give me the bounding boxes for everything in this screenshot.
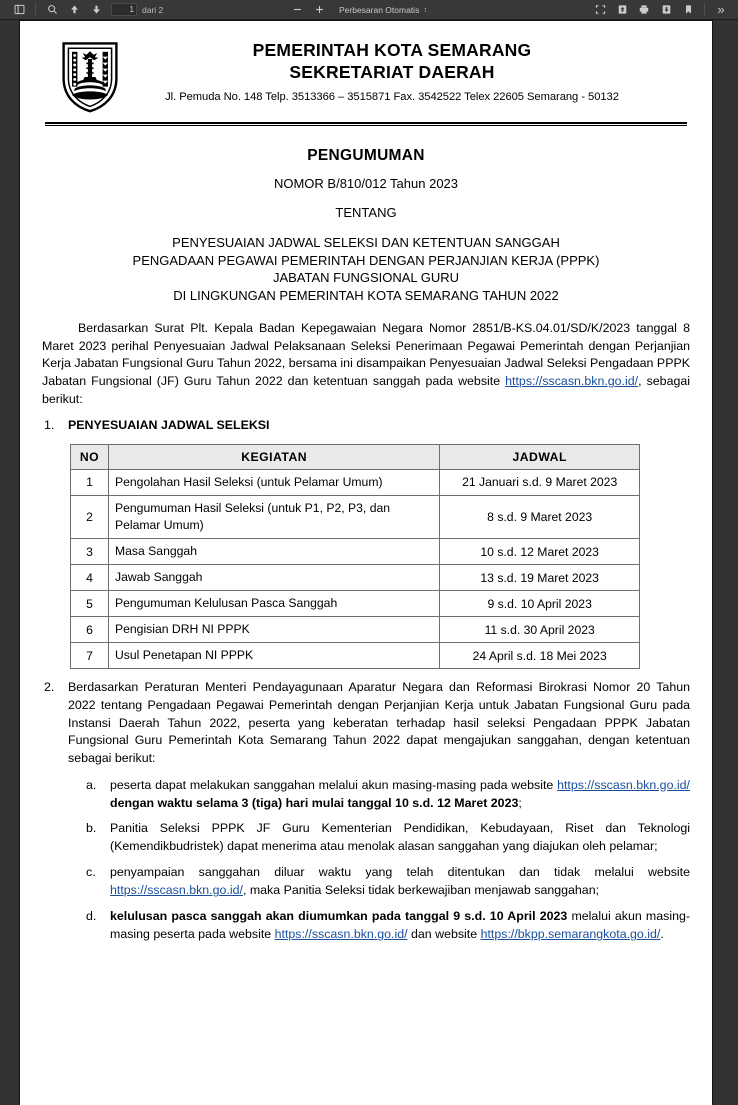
cell-kegiatan: Usul Penetapan NI PPPK <box>108 643 439 669</box>
page-number-input[interactable] <box>111 3 137 16</box>
lettered-sublist <box>68 777 690 945</box>
document-number: NOMOR B/810/012 Tahun 2023 <box>273 176 459 191</box>
pdf-page-1 <box>20 21 712 1105</box>
table-row <box>71 565 640 591</box>
toolbar-divider-2 <box>704 3 705 16</box>
cell-kegiatan: Pengolahan Hasil Seleksi (untuk Pelamar Umum) <box>108 469 439 495</box>
cell-no: 3 <box>71 539 109 565</box>
sscasn-link-item-a[interactable]: https://sscasn.bkn.go.id/ <box>557 777 690 792</box>
sublist-item-c <box>86 864 690 900</box>
page-title: PENGUMUMAN <box>307 147 425 164</box>
subject-line-4: DI LINGKUNGAN PEMERINTAH KOTA SEMARANG TAHUN 2022 <box>173 287 559 303</box>
sscasn-link-item-c[interactable]: https://sscasn.bkn.go.id/ <box>110 883 243 898</box>
sublist-marker-c: c. <box>86 865 96 880</box>
pdf-page-scroll-area[interactable] <box>0 21 738 1105</box>
subject-line-2: PENGADAAN PEGAWAI PEMERINTAH DENGAN PERJANJIAN KERJA (PPPK) <box>132 252 600 268</box>
item-d-text2: dan website <box>407 927 481 942</box>
next-page-icon[interactable] <box>85 1 107 19</box>
download-icon[interactable] <box>655 1 677 19</box>
item-d-text1: melalui akun masing-masing peserta pada website <box>110 909 690 942</box>
column-header-kegiatan: KEGIATAN <box>108 444 439 469</box>
schedule-table <box>70 444 640 670</box>
cell-jadwal: 9 s.d. 10 April 2023 <box>440 591 640 617</box>
chevron-down-icon[interactable]: ↕ <box>423 5 427 14</box>
table-row <box>71 495 640 538</box>
item-a-text1: peserta dapat melakukan sanggahan melalui akun masing-masing pada website <box>110 777 558 792</box>
column-header-no: NO <box>71 444 109 469</box>
zoom-out-icon[interactable] <box>286 1 308 19</box>
zoom-in-icon[interactable] <box>308 1 330 19</box>
section-1-marker: 1. <box>44 418 55 433</box>
item-d-text3: . <box>660 927 664 942</box>
semarang-city-crest-icon <box>60 41 120 113</box>
cell-no: 6 <box>71 617 109 643</box>
cell-jadwal: 8 s.d. 9 Maret 2023 <box>440 495 640 538</box>
print-icon[interactable] <box>633 1 655 19</box>
cell-jadwal: 24 April s.d. 18 Mei 2023 <box>440 643 640 669</box>
institution-address: Jl. Pemuda No. 148 Telp. 3513366 – 3515871 Fax. 3542522 Telex 22605 Semarang - 50132 <box>165 90 619 103</box>
table-row <box>71 591 640 617</box>
toolbar-left-group <box>0 0 163 20</box>
cell-kegiatan: Masa Sanggah <box>108 539 439 565</box>
sidebar-toggle-icon[interactable] <box>8 1 30 19</box>
search-icon[interactable] <box>41 1 63 19</box>
bookmark-icon[interactable] <box>677 1 699 19</box>
cell-no: 5 <box>71 591 109 617</box>
toolbar-zoom-group <box>286 0 426 20</box>
item-a-bold: dengan waktu selama 3 (tiga) hari mulai tanggal 10 s.d. 12 Maret 2023 <box>110 795 519 810</box>
section-2 <box>42 679 690 944</box>
column-header-jadwal: JADWAL <box>440 444 640 469</box>
cell-no: 1 <box>71 469 109 495</box>
institution-name-line2: SEKRETARIAT DAERAH <box>289 62 495 83</box>
secondary-tools-icon[interactable]: » <box>717 2 725 17</box>
sublist-item-d <box>86 908 690 944</box>
cell-no: 2 <box>71 495 109 538</box>
document-subject <box>42 234 690 304</box>
table-row <box>71 539 640 565</box>
intro-text-part1: Berdasarkan Surat Plt. Kepala Badan Kepegawaian Negara Nomor 2851/B-KS.04.01/SD/K/2023 tanggal 8 Maret 2023 perihal Penyesuaian Jadwal Pelaksanaan Seleksi Penerimaan Pegawai Pemerintah dengan Perjanjian Kerja Jabatan Fungsional Guru Tahun 2022, bersama ini disampaikan Penyesuaian Jadwal Seleksi Pengadaan PPPK Jabatan Fungsional (JF) Guru Tahun 2022 dan ketentuan sanggah pada website <box>42 321 690 389</box>
sublist-item-b <box>86 820 690 856</box>
table-header-row <box>71 444 640 469</box>
document-title-block <box>42 147 690 304</box>
numbered-section-list-2 <box>42 679 690 944</box>
schedule-table-body <box>71 469 640 669</box>
section-2-marker: 2. <box>44 680 55 695</box>
cell-jadwal: 13 s.d. 19 Maret 2023 <box>440 565 640 591</box>
sscasn-link-intro[interactable]: https://sscasn.bkn.go.id/ <box>505 374 639 389</box>
toolbar-right-group <box>589 0 732 20</box>
page-total-label: dari 2 <box>142 4 164 15</box>
letterhead <box>42 33 690 113</box>
toolbar-divider-1 <box>35 3 36 16</box>
cell-no: 4 <box>71 565 109 591</box>
cell-jadwal: 11 s.d. 30 April 2023 <box>440 617 640 643</box>
numbered-section-list <box>42 417 690 435</box>
section-1 <box>42 417 690 435</box>
item-d-bold: kelulusan pasca sanggah akan diumumkan pada tanggal 9 s.d. 10 April 2023 <box>110 909 568 924</box>
previous-page-icon[interactable] <box>63 1 85 19</box>
sublist-marker-a: a. <box>86 777 97 792</box>
presentation-mode-icon[interactable] <box>589 1 611 19</box>
about-label: TENTANG <box>335 205 397 220</box>
zoom-level-label[interactable]: Perbesaran Otomatis <box>339 4 420 15</box>
sublist-marker-b: b. <box>86 821 97 836</box>
cell-kegiatan: Jawab Sanggah <box>108 565 439 591</box>
item-a-text3: ; <box>518 795 522 810</box>
item-c-text1: penyampaian sanggahan diluar waktu yang telah ditentukan dan tidak melalui website <box>110 865 690 880</box>
cell-jadwal: 10 s.d. 12 Maret 2023 <box>440 539 640 565</box>
cell-kegiatan: Pengumuman Hasil Seleksi (untuk P1, P2, P3, dan Pelamar Umum) <box>108 495 439 538</box>
item-c-text2: , maka Panitia Seleksi tidak berkewajiban menjawab sanggahan; <box>242 883 600 898</box>
subject-line-3: JABATAN FUNGSIONAL GURU <box>272 270 460 286</box>
institution-name-line1: PEMERINTAH KOTA SEMARANG <box>252 40 532 60</box>
letterhead-divider <box>45 122 687 126</box>
cell-jadwal: 21 Januari s.d. 9 Maret 2023 <box>440 469 640 495</box>
letterhead-text <box>120 35 690 103</box>
sscasn-link-item-d[interactable]: https://sscasn.bkn.go.id/ <box>274 927 408 942</box>
item-b-text: Panitia Seleksi PPPK JF Guru Kementerian Pendidikan, Kebudayaan, Riset dan Teknologi (Kemendikbudristek) dapat menerima atau menolak alasan sanggahan yang diajukan oleh pelamar; <box>110 821 690 854</box>
table-row <box>71 469 640 495</box>
cell-kegiatan: Pengisian DRH NI PPPK <box>108 617 439 643</box>
intro-text-part2: , sebagai berikut: <box>42 374 690 406</box>
section-2-text: Berdasarkan Peraturan Menteri Pendayagunaan Aparatur Negara dan Reformasi Birokrasi Nomor 20 Tahun 2022 tentang Pengadaan Pegawai Pemerintah dengan Perjanjian Kerja untuk Jabatan Fungsional Guru pada Instansi Daerah Tahun 2022, peserta yang keberatan terhadap hasil seleksi Pengadaan PPPK Jabatan Fungsional Guru Pemerintah Kota Semarang Tahun 2022 dapat mengajukan sanggahan, dengan ketentuan sebagai berikut: <box>68 680 690 765</box>
subject-line-1: PENYESUAIAN JADWAL SELEKSI DAN KETENTUAN SANGGAH <box>172 235 560 250</box>
schedule-table-head <box>71 444 640 469</box>
table-row <box>71 617 640 643</box>
intro-paragraph <box>42 320 690 408</box>
sublist-marker-d: d. <box>86 909 97 924</box>
cell-kegiatan: Pengumuman Kelulusan Pasca Sanggah <box>108 591 439 617</box>
section-1-heading: PENYESUAIAN JADWAL SELEKSI <box>68 418 270 433</box>
bkpp-semarangkota-link-item-d[interactable]: https://bkpp.semarangkota.go.id/ <box>480 927 661 942</box>
cell-no: 7 <box>71 643 109 669</box>
table-row <box>71 643 640 669</box>
open-file-icon[interactable] <box>611 1 633 19</box>
pdf-toolbar <box>0 0 738 20</box>
sublist-item-a <box>86 777 690 813</box>
